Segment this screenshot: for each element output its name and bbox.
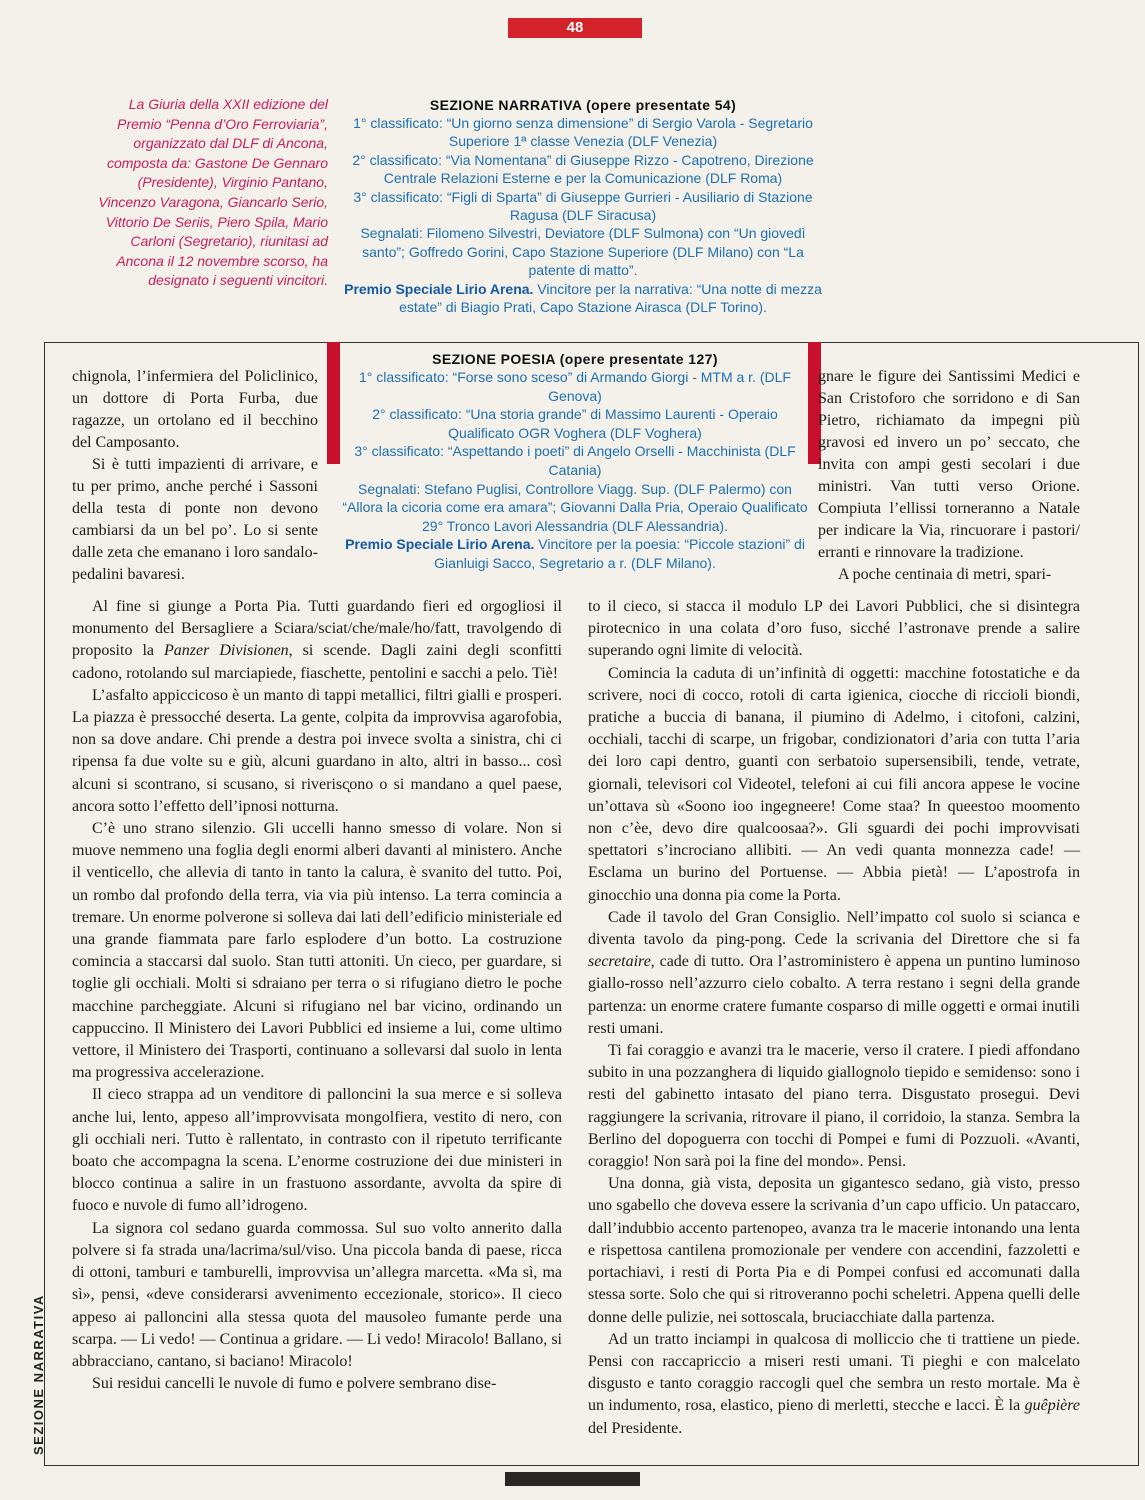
narrativa-second: 2° classificato: “Via Nomentana” di Giuseppe Rizzo - Capotreno, Direzione Centrale Relazioni Esterne e per la Comunicazione (DLF Roma) — [352, 151, 814, 187]
narrativa-section-title: SEZIONE NARRATIVA (opere presentate 54) — [429, 97, 737, 113]
narrativa-special — [338, 280, 828, 317]
page-number: 48 — [508, 18, 642, 38]
story-paragraph: L’asfalto appiccicoso è un manto di tappi metallici, filtri gialli e prosperi. La piazza è pressocché deserta. La gente, colpita da improvvisa agarofobia, non sa dove andare. Chi prende a destra poi invece svolta a sinistra, chi ci ripensa fa due volte su e giù, alcuni guardano in alto, altri in basso... così alcuni si scontrano, si scusano, si riverisc̨ono o si mandano a quel paese, ancora sotto l’effetto dell’ipnosi notturna. — [72, 686, 562, 815]
narrativa-third: 3° classificato: “Figli di Sparta” di Giuseppe Gurrieri - Ausiliario di Stazione Ragusa (DLF Siracusa) — [353, 188, 813, 224]
poesia-first: 1° classificato: “Forse sono sceso” di Armando Giorgi - MTM a r. (DLF Genova) — [359, 369, 791, 404]
story-paragraph: Cade il tavolo del Gran Consiglio. Nell’impatto col suolo si scianca e diventa tavolo da ping-pong. Cede la scrivania del Direttore che si fa secretaire, cade di tutto. Ora l’astroministero è appena un puntino luminoso giallo-rosso nell’azzurro cielo cobalto. A terra restano i segni della grande partenza: un enorme cratere fumante cosparso di mille oggetti e ormai inutili resti umani. — [588, 908, 1080, 1037]
emphasis-text: Panzer Divisionen — [164, 642, 289, 660]
poesia-third: 3° classificato: “Aspettando i poeti” di Angelo Orselli - Macchinista (DLF Catania) — [354, 443, 796, 478]
poesia-section-title: SEZIONE POESIA (opere presentate 127) — [432, 351, 718, 367]
story-column-left-top — [72, 366, 318, 586]
emphasis-text: guêpière — [1024, 1397, 1080, 1415]
poesia-special-head: Premio Speciale Lirio Arena. — [345, 536, 535, 553]
narrativa-first: 1° classificato: “Un giorno senza dimensione” di Sergio Varola - Segretario Superiore 1ª classe Venezia (DLF Venezia) — [353, 115, 813, 150]
story-paragraph: Ti fai coraggio e avanzi tra le macerie, verso il cratere. I piedi affondano subito in una pozzanghera di liquido giallognolo tiepido e semidenso: sono i resti del gabinetto intasato del piano terra. Disgustato prosegui. Devi raggiungere la scrivania, ritrovare il piano, il corridoio, la stanza. Sembra la Berlino del dopoguerra con tocchi di Pompei e fumi di Pozzuoli. «Avanti, coraggio! Non sarà poi la fine del mondo». Pensi. — [588, 1042, 1080, 1171]
story-column-left — [72, 596, 562, 1395]
story-paragraph: Il cieco strappa ad un venditore di palloncini la sua merce e si solleva anche lui, lento, appeso all’improvvisata mongolfiera, vestito di nero, con gli occhiali neri. Tutto è rallentato, in contrasto con il ripetuto terrificante boato che accompagna la scena. L’enorme costruzione dei due ministeri in blocco continua a salire in un frastuono assordante, avvolta da spire di fuoco e nuvole di fumo all’idrogeno. — [72, 1086, 562, 1215]
story-paragraph: Al fine si giunge a Porta Pia. Tutti guardando fieri ed orgogliosi il monumento del Bersagliere a Sciara/sciat/che/male/ho/fatt, travolgendo di proposito la Panzer Divisionen, si scende. Dagli zaini degli sconfitti cadono, rotolando sul marciapiede, fiaschette, pentolini e sacchi a pelo. Tiè! — [72, 598, 562, 682]
story-paragraph: Una donna, già vista, deposita un gigantesco sedano, già visto, presso uno sgabello che doveva essere la scrivania d’un capo ufficio. Un pataccaro, dall’indubbio accento partenopeo, avanza tra le macerie intonando una lenta e rispettosa cantilena promozionale per vendere con accendini, fazzoletti e portachiavi, i resti di Porta Pia e di Pompei confusi ed accomunati dalla stessa sorte. Solo che qui si ritroveranno pochi scheletri. Appena quelli delle donne delle pulizie, nei sottoscala, bruciacchiate dalla partenza. — [588, 1175, 1080, 1326]
story-column-right-top — [818, 366, 1080, 586]
bottom-decorative-bar — [505, 1472, 640, 1486]
story-paragraph: Si è tutti impazienti di arrivare, e tu per primo, anche perché i Sassoni della testa di ponte non devono cambiarsi da un bel po’. Lo si sente dalle zeta che emanano i loro sandalo-pedalini bavaresi. — [72, 456, 318, 583]
narrativa-mentions: Segnalati: Filomeno Silvestri, Deviatore (DLF Sulmona) con “Un giovedì santo”; Goffredo Gorini, Capo Stazione Superiore (DLF Milano) con “La patente di matto”. — [360, 225, 806, 279]
story-paragraph: gnare le figure dei Santissimi Medici e San Cristoforo che sorridono e di San Pietro, richiamato da impegni più gravosi ed invero un po’ seccato, che invita con ampi gesti secolari i due ministri. Van tutti verso Orione. Compiuta l’ellissi torneranno a Natale per indicare la Via, rincuorare i pastori/ erranti e rinnovare la tradizione. — [818, 368, 1080, 561]
section-side-label-text: SEZIONE NARRATIVA — [31, 1294, 46, 1455]
story-paragraph: C’è uno strano silenzio. Gli uccelli hanno smesso di volare. Non si muove nemmeno una foglia degli enormi alberi davanti al ministero. Anche il venticello, che allevia di tanto in tanto la calura, è svanito del tutto. Poi, un rombo dal profondo della terra, via via più intenso. La terra comincia a tremare. Un enorme polverone si solleva dai lati dell’edificio ministeriale ed una grande fiammata pare farlo esplodere d’un botto. La costruzione comincia a staccarsi dal suolo. Stan tutti attoniti. Un cieco, per guardare, si toglie gli occhiali. Molti si sdraiano per terra o si rifugiano dietro le poche macchine parcheggiate. Alcuni si rifugiano nel bar vicino, ordinando un cappuccino. Il Ministero dei Lavori Pubblici ed insieme a lui, come ultimo vettore, il Ministero dei Trasporti, continuano a sollevarsi dal suolo in lenta ma progressiva accelerazione. — [72, 820, 562, 1082]
story-paragraph: Ad un tratto inciampi in qualcosa di molliccio che ti trattiene un piede. Pensi con raccapriccio a miseri resti umani. Ti pieghi e con malcelato disgusto e tanto coraggio raccogli quel che sembra un resto mortale. Ma è un indumento, rosa, elastico, pieno di merletti, stecche e lacci. È la guêpière del Presidente. — [588, 1330, 1080, 1437]
poesia-special-text: Vincitore per la poesia: “Piccole stazioni” di Gianluigi Sacco, Segretario a r. (DLF Milano). — [434, 536, 805, 571]
red-accent-bar-left — [327, 342, 340, 464]
narrativa-winners-box — [338, 96, 828, 316]
story-paragraph: A poche centinaia di metri, spari- — [838, 566, 1052, 583]
poesia-mentions: Segnalati: Stefano Puglisi, Controllore Viagg. Sup. (DLF Palermo) con “Allora la cicoria come era amara”; Giovanni Dalla Pria, Operaio Qualificato 29° Tronco Lavori Alessandria (DLF Alessandria). — [342, 480, 808, 534]
story-paragraph: chignola, l’infermiera del Policlinico, un dottore di Porta Furba, due ragazze, un ortolano ed il becchino del Camposanto. — [72, 368, 318, 451]
narrativa-special-head: Premio Speciale Lirio Arena. — [344, 280, 534, 297]
story-paragraph: Comincia la caduta di un’infinità di oggetti: macchine fotostatiche e da scrivere, noci di cocco, rotoli di carta igienica, ciocche di riccioli biondi, pratiche a buccia di banana, il piumino di Adelmo, i citofoni, calzini, occhiali, tacchi di scarpe, un frigobar, condizionatori d’aria con tutta l’aria dei loro capi dentro, guanti con serbatoio supersensibili, tende, vetrate, giornali, televisori col Videotel, telefoni ai cui fili ancora appese le vocine un’ottava sù «Soono ioo ingegneere! Come staa? In queestoo moomento non c’èe, devo dire qualcoosaa?». Gli sguardi dei pochi improvvisati spettatori s’incrociano allibiti. — An vedi quanta monnezza cade! — Esclama un burino del Portuense. — Abbia pietà! — L’apostrofa in ginocchio una donna pia come la Porta. — [588, 664, 1080, 904]
story-paragraph: to il cieco, si stacca il modulo LP dei Lavori Pubblici, che si disintegra pirotecnico in una colata d’oro fuso, sicché l’astronave prende a salire superando ogni limite di velocità. — [588, 598, 1080, 660]
jury-intro: La Giuria della XXII edizione del Premio “Penna d’Oro Ferroviaria”, organizzato dal DLF di Ancona, composta da: Gastone De Gennaro (Presidente), Virginio Pantano, Vincenzo Varagona, Giancarlo Serio, Vittorio De Seriis, Piero Spila, Mario Carloni (Segretario), riunitasi ad Ancona il 12 novembre scorso, ha designato i seguenti vincitori. — [98, 96, 328, 289]
narrativa-special-text: Vincitore per la narrativa: “Una notte di mezza estate” di Biagio Prati, Capo Stazione Airasca (DLF Torino). — [399, 280, 822, 316]
story-paragraph: Sui residui cancelli le nuvole di fumo e polvere sembrano dise- — [92, 1375, 497, 1393]
poesia-special — [340, 535, 810, 572]
story-paragraph: La signora col sedano guarda commossa. Sul suo volto annerito dalla polvere si fa strada una/lacrima/sul/viso. Una piccola banda di paese, ricca di ottoni, tamburi e tamburelli, improvvisa un’allegra marcetta. «Ma sì, ma sì», pensi, «deve considerarsi avvenimento eccezionale, storico». Il cieco appeso ai palloncini alla stessa quota del mausoleo fumante perde una scarpa. — Li vedo! — Continua a gridare. — Li vedo! Miracolo! Ballano, si abbracciano, cantano, si baciano! Miracolo! — [72, 1219, 562, 1370]
story-column-right — [588, 596, 1080, 1440]
poesia-second: 2° classificato: “Una storia grande” di Massimo Laurenti - Operaio Qualificato OGR Voghera (DLF Voghera) — [372, 406, 778, 441]
emphasis-text: secretaire — [588, 953, 651, 971]
section-side-label — [24, 1294, 46, 1460]
poesia-winners-box — [340, 350, 810, 573]
